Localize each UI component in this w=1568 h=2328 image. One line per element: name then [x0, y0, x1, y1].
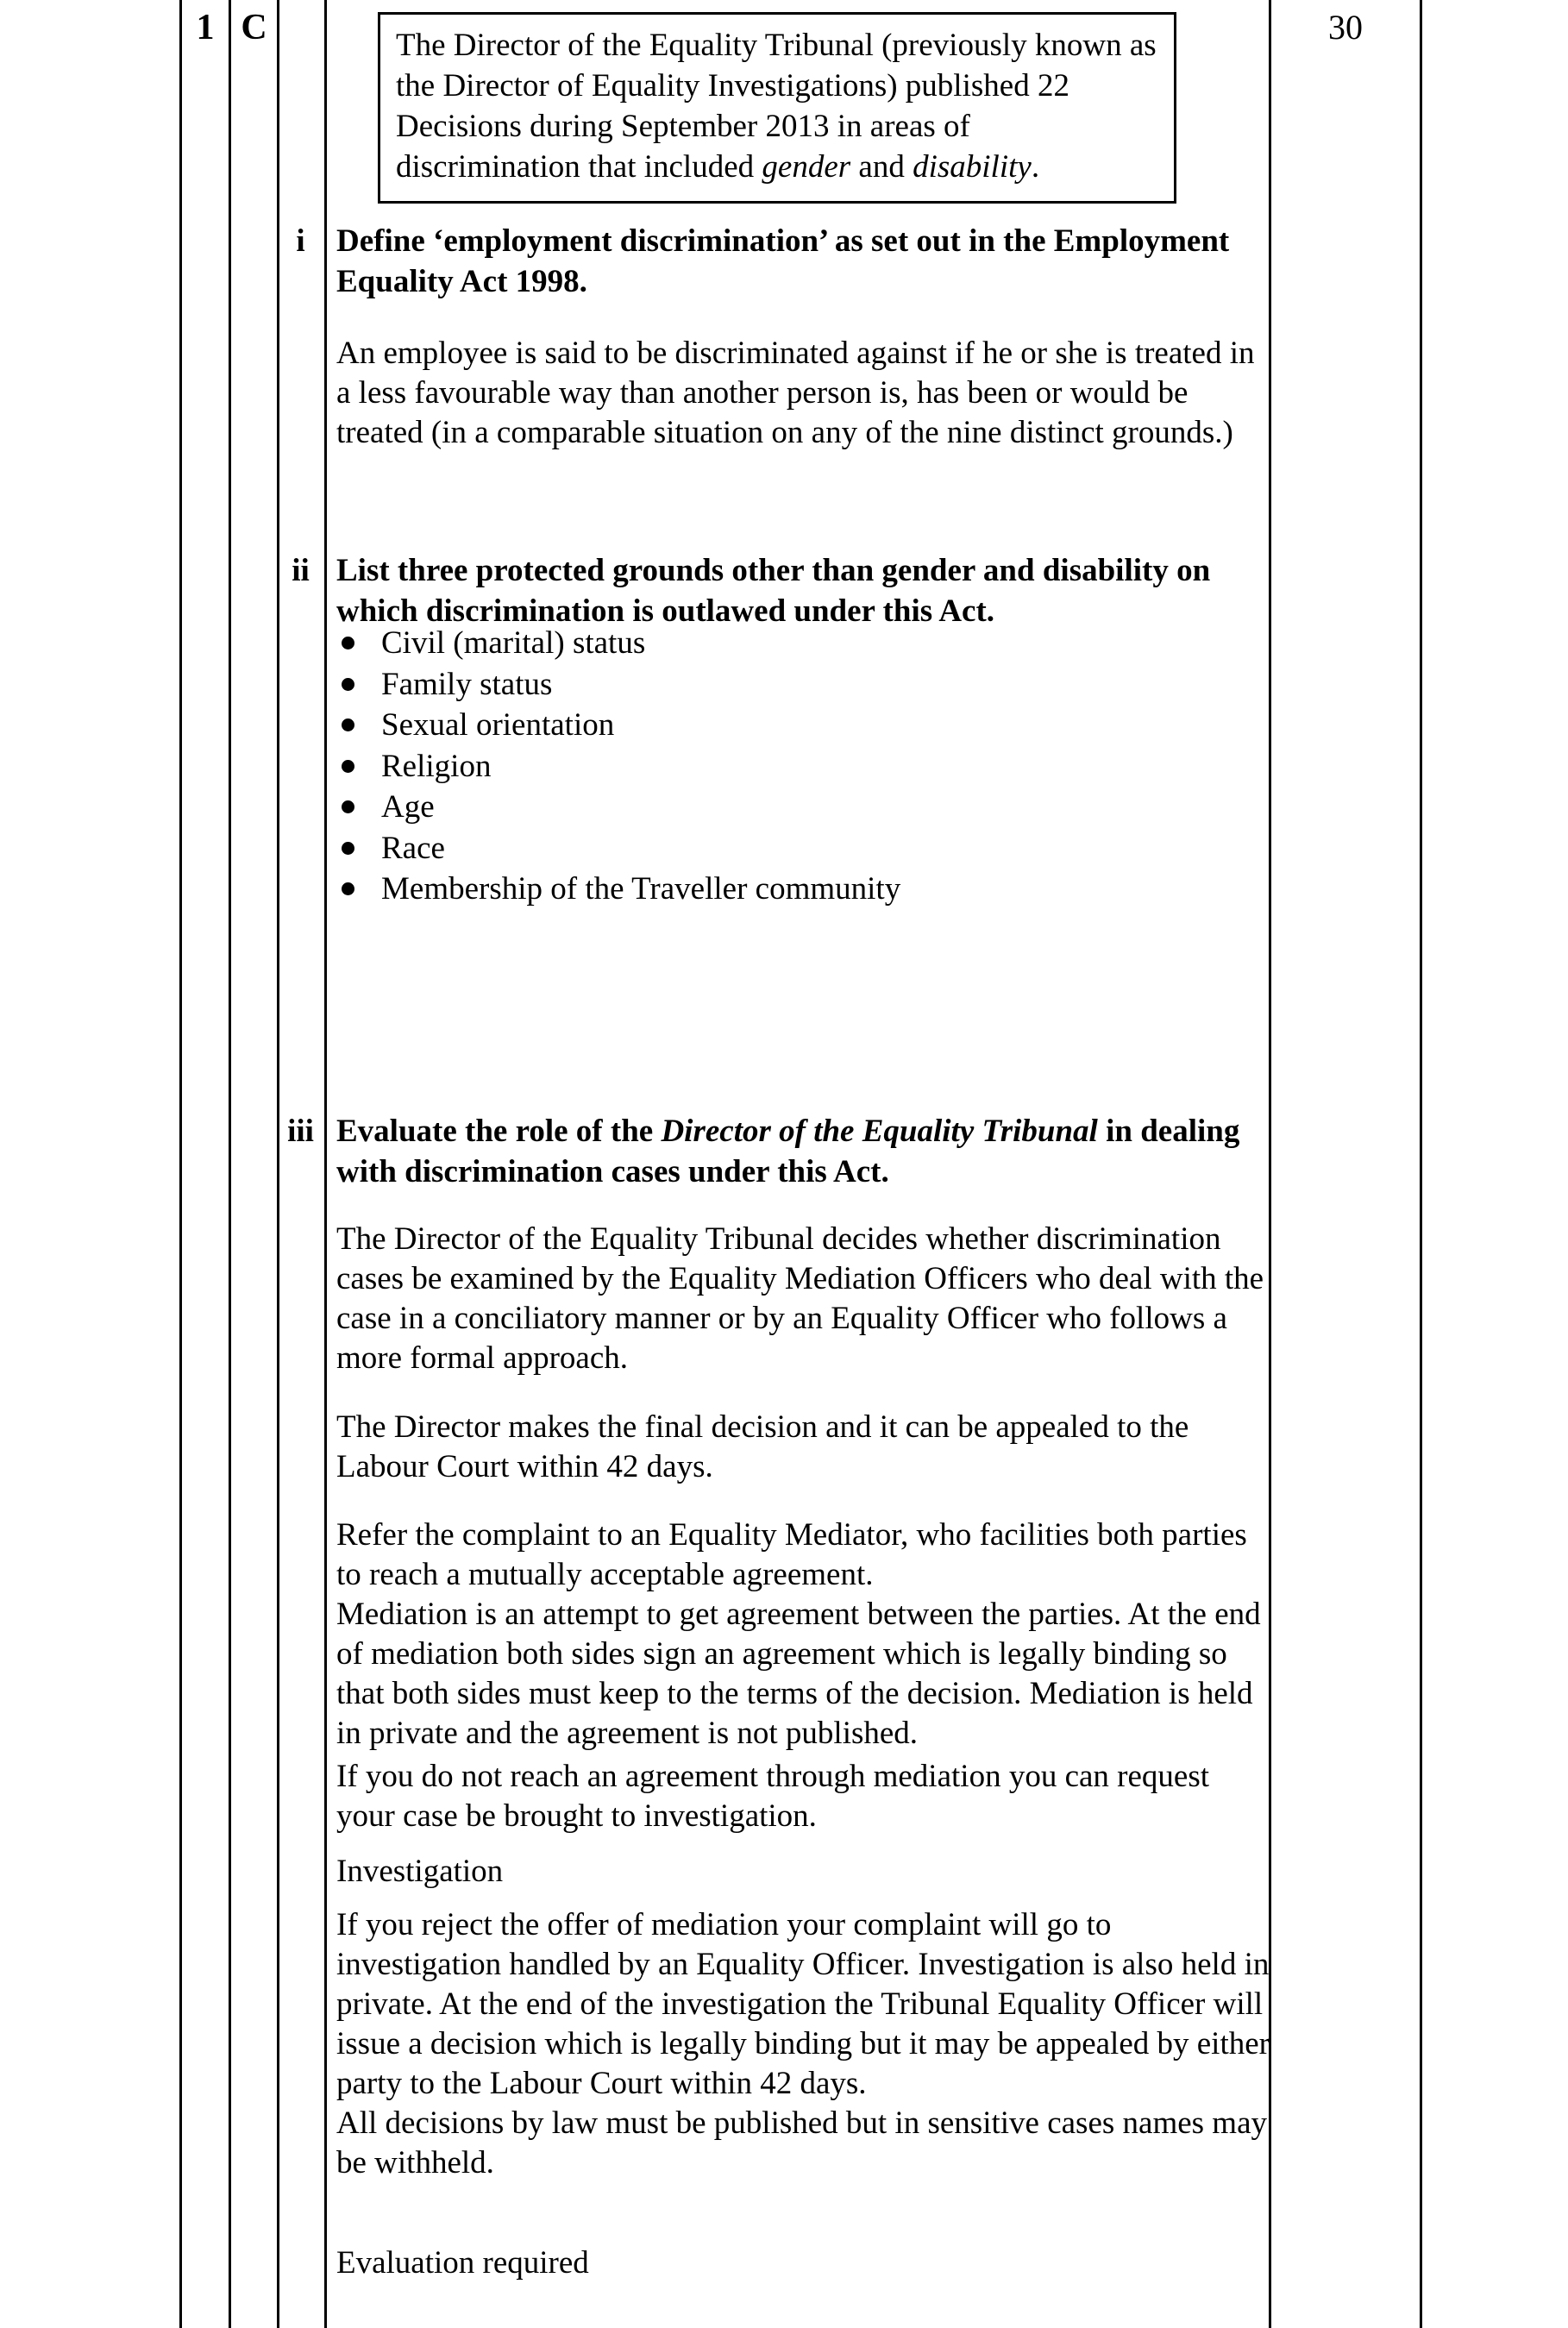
marks-value: 30: [1328, 8, 1363, 47]
bullet-icon: [342, 718, 354, 731]
bullet-icon: [342, 760, 354, 773]
answer-iii-paragraph: If you reject the offer of mediation your complaint will go to investigation handled by an Equality Officer. Investigation is also held in private. At the end of the investigation the Tribunal Equality Officer will issue a decision which is legally binding but it may be appealed by either party to the Labour Court within 42 days.: [336, 1907, 1270, 2101]
table-border-question-section: [229, 0, 231, 2328]
subpart-label-i: i: [296, 223, 305, 259]
context-italic-disability: disability: [913, 149, 1032, 185]
answer-iii-paragraph: If you do not reach an agreement through mediation you can request your case be brought to investigation.: [336, 1759, 1210, 1834]
context-italic-gender: gender: [762, 149, 851, 185]
answer-i-paragraph: An employee is said to be discriminated against if he or she is treated in a less favourable way than another person is, has been or would be treated (in a comparable situation on any of the nine distinct grounds.): [336, 336, 1255, 450]
bullet-icon: [342, 842, 354, 855]
list-item-text: Civil (marital) status: [381, 625, 646, 661]
table-border-right: [1420, 0, 1422, 2328]
list-item: [336, 664, 1270, 706]
list-item-text: Sexual orientation: [381, 707, 615, 743]
list-item-text: Membership of the Traveller community: [381, 871, 901, 907]
answer-ii-bullet-list: [336, 623, 1270, 910]
answer-iii-note-evaluation-required: Evaluation required: [336, 2245, 589, 2281]
list-item-text: Family status: [381, 666, 553, 702]
list-item-text: Religion: [381, 748, 492, 784]
context-text-period: .: [1031, 149, 1040, 185]
question-i-heading: Define ‘employment discrimination’ as set out in the Employment Equality Act 1998.: [336, 223, 1230, 299]
table-border-left: [179, 0, 182, 2328]
list-item: [336, 828, 1270, 869]
answer-iii-paragraph: The Director of the Equality Tribunal decides whether discrimination cases be examined by the Equality Mediation Officers who deal with the case in a conciliatory manner or by an Equality Officer who follows a more formal approach.: [336, 1221, 1264, 1376]
section-letter: C: [241, 8, 267, 47]
list-item: [336, 746, 1270, 788]
heading-text-post: in dealing with discrimination cases under this Act.: [336, 1114, 1240, 1189]
answer-iii-paragraph: The Director makes the final decision and it can be appealed to the Labour Court within 42 days.: [336, 1409, 1189, 1484]
answer-iii-paragraph: Refer the complaint to an Equality Mediator, who facilities both parties to reach a mutually acceptable agreement.: [336, 1517, 1247, 1592]
list-item: [336, 869, 1270, 910]
question-ii-heading: List three protected grounds other than gender and disability on which discrimination is outlawed under this Act.: [336, 553, 1211, 629]
answer-iii-subheading-investigation: Investigation: [336, 1854, 504, 1889]
list-item: [336, 705, 1270, 746]
subpart-label-iii: iii: [287, 1114, 314, 1149]
question-number: 1: [196, 8, 215, 47]
subpart-label-ii: ii: [292, 553, 310, 588]
bullet-icon: [342, 800, 354, 813]
heading-italic-director: Director of the Equality Tribunal: [661, 1114, 1098, 1149]
list-item: [336, 623, 1270, 664]
table-border-subpart-content: [324, 0, 327, 2328]
question-iii-heading: [336, 1111, 1270, 1192]
table-border-section-subpart: [277, 0, 279, 2328]
bullet-icon: [342, 882, 354, 895]
answer-iii-paragraph: All decisions by law must be published but in sensitive cases names may be withheld.: [336, 2105, 1267, 2181]
context-text: The Director of the Equality Tribunal (previously known as the Director of Equality Investigations) published 22 Decisions during September 2013 in areas of discrimination that included: [396, 28, 1157, 185]
list-item-text: Race: [381, 830, 445, 866]
context-box: [378, 12, 1176, 204]
answer-iii-paragraph: Mediation is an attempt to get agreement between the parties. At the end of mediation both sides sign an agreement which is legally binding so that both sides must keep to the terms of the decision. Mediation is held in private and the agreement is not published.: [336, 1597, 1261, 1751]
list-item-text: Age: [381, 789, 435, 825]
list-item: [336, 787, 1270, 828]
context-text-and: and: [850, 149, 913, 185]
bullet-icon: [342, 678, 354, 691]
bullet-icon: [342, 637, 354, 649]
heading-text: Evaluate the role of the: [336, 1114, 662, 1149]
